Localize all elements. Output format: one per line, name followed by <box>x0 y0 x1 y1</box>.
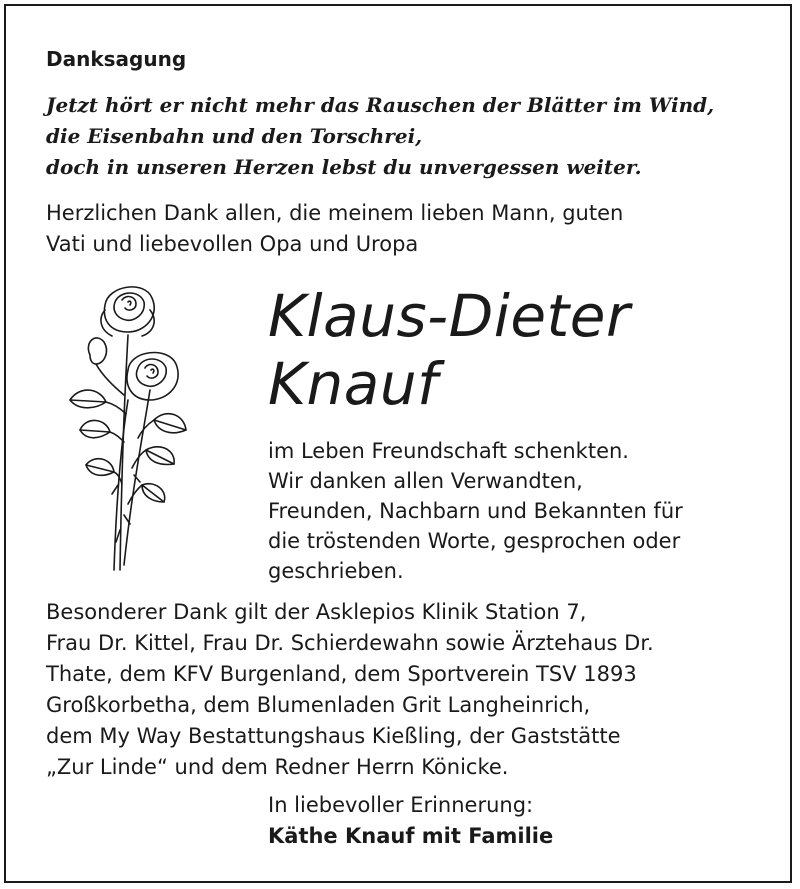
intro-line: Herzlichen Dank allen, die meinem lieben Mann, guten <box>46 201 624 225</box>
special-thanks <box>46 597 786 783</box>
special-line: dem My Way Bestattungshaus Kießling, der Gaststätte <box>46 724 621 748</box>
special-line: „Zur Linde“ und dem Redner Herrn Könicke. <box>46 755 509 779</box>
thanks-line: geschrieben. <box>268 559 404 583</box>
intro-text <box>46 198 766 260</box>
thanks-line: die tröstenden Worte, gesprochen oder <box>268 529 681 553</box>
thanks-text <box>268 436 778 586</box>
poem-line: Jetzt hört er nicht mehr das Rauschen der Blätter im Wind, <box>46 93 715 117</box>
poem <box>46 90 766 183</box>
notice-heading: Danksagung <box>46 47 187 71</box>
special-line: Frau Dr. Kittel, Frau Dr. Schierdewahn sowie Ärztehaus Dr. <box>46 631 654 655</box>
rose-bouquet-icon <box>50 280 200 575</box>
poem-line: doch in unseren Herzen lebst du unvergessen weiter. <box>46 155 642 179</box>
closing <box>268 790 553 852</box>
thanks-line: Wir danken allen Verwandten, <box>268 469 583 493</box>
closing-line: In liebevoller Erinnerung: <box>268 793 534 817</box>
special-line: Besonderer Dank gilt der Asklepios Klinik Station 7, <box>46 600 587 624</box>
thanks-line: Freunden, Nachbarn und Bekannten für <box>268 499 683 523</box>
deceased-name <box>268 282 630 418</box>
poem-line: die Eisenbahn und den Torschrei, <box>46 124 423 148</box>
special-line: Thate, dem KFV Burgenland, dem Sportverein TSV 1893 <box>46 662 637 686</box>
name-last: Knauf <box>268 350 439 418</box>
intro-line: Vati und liebevollen Opa und Uropa <box>46 232 419 256</box>
thanks-line: im Leben Freundschaft schenkten. <box>268 439 629 463</box>
family-signature: Käthe Knauf mit Familie <box>268 824 554 848</box>
name-first: Klaus-Dieter <box>268 282 631 350</box>
special-line: Großkorbetha, dem Blumenladen Grit Langheinrich, <box>46 693 591 717</box>
